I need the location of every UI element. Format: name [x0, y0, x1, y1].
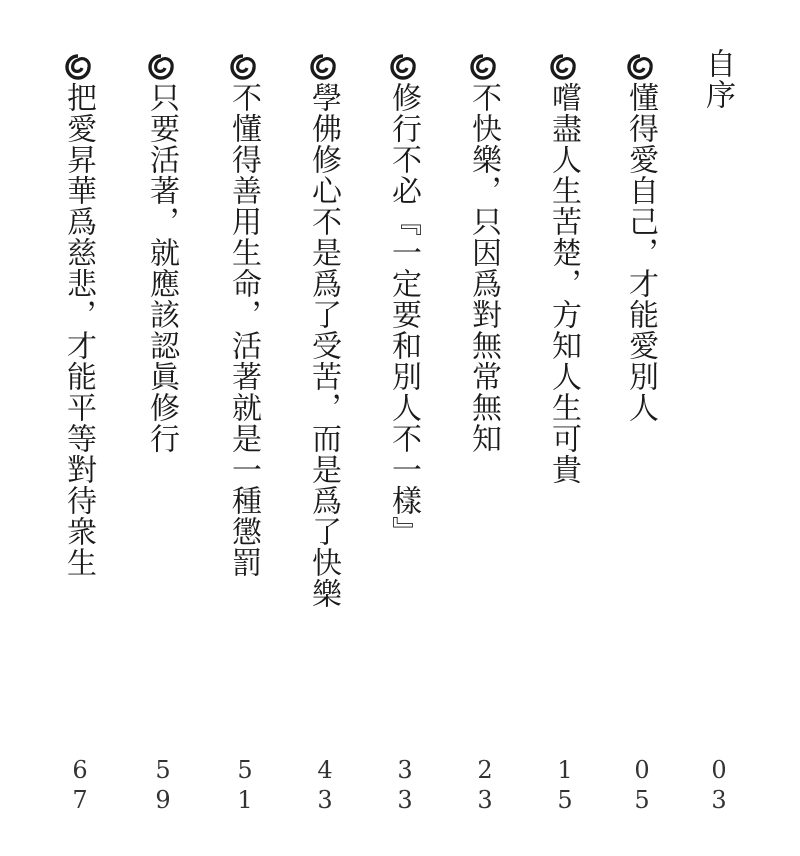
- toc-entry-title: 懂得愛自己，才能愛別人: [623, 82, 658, 423]
- toc-entry-title: 把愛昇華爲慈悲，才能平等對待衆生: [61, 82, 96, 578]
- toc-entry-8[interactable]: [58, 48, 98, 578]
- toc-entry-title: 不懂得善用生命，活著就是一種懲罰: [226, 82, 261, 578]
- toc-entry-preface[interactable]: [697, 48, 737, 110]
- swirl-bullet-icon: [550, 54, 576, 80]
- toc-page-number: 05: [628, 756, 656, 816]
- toc-entry-7[interactable]: [141, 48, 181, 454]
- toc-page-number: 23: [471, 756, 499, 816]
- swirl-bullet-icon: [470, 54, 496, 80]
- toc-page-number: 59: [149, 756, 177, 816]
- toc-entry-6[interactable]: [223, 48, 263, 578]
- toc-entry-title: 自序: [700, 48, 735, 110]
- toc-page-number: 43: [311, 756, 339, 816]
- toc-page-number: 15: [551, 756, 579, 816]
- swirl-bullet-icon: [148, 54, 174, 80]
- swirl-bullet-icon: [310, 54, 336, 80]
- toc-entry-title: 只要活著，就應該認眞修行: [144, 82, 179, 454]
- toc-page-number: 03: [705, 756, 733, 816]
- toc-entry-title: 嚐盡人生苦楚，方知人生可貴: [546, 82, 581, 485]
- toc-entry-title: 不快樂，只因爲對無常無知: [466, 82, 501, 454]
- swirl-bullet-icon: [390, 54, 416, 80]
- toc-entry-2[interactable]: [543, 48, 583, 485]
- swirl-bullet-icon: [65, 54, 91, 80]
- toc-entry-5[interactable]: [303, 48, 343, 609]
- toc-entry-3[interactable]: [463, 48, 503, 454]
- toc-entry-title: 學佛修心不是爲了受苦，而是爲了快樂: [306, 82, 341, 609]
- toc-entry-4[interactable]: [383, 48, 423, 547]
- toc-page-number: 67: [66, 756, 94, 816]
- swirl-bullet-icon: [627, 54, 653, 80]
- toc-entry-title: 修行不必『一定要和別人不一樣』: [386, 82, 421, 547]
- swirl-bullet-icon: [230, 54, 256, 80]
- toc-page-number: 51: [231, 756, 259, 816]
- toc-page-number: 33: [391, 756, 419, 816]
- toc-entry-1[interactable]: [620, 48, 660, 423]
